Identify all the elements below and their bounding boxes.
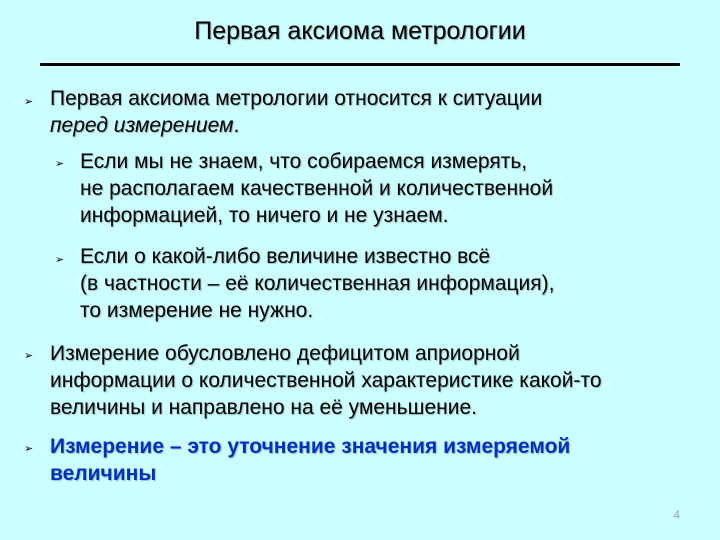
paragraph-5 — [50, 433, 570, 487]
paragraph-1-emphasis: перед измерением — [50, 114, 234, 137]
paragraph-3 — [80, 243, 554, 324]
paragraph-3-line-3: то измерение не нужно. — [80, 299, 314, 322]
bullet-arrow-icon: ➢ — [24, 96, 34, 108]
title-underline — [40, 63, 680, 66]
paragraph-1-line-1: Первая аксиома метрологии относится к ситуации — [50, 87, 543, 110]
paragraph-4-line-2: информации о количественной характеристике какой-то — [50, 369, 602, 392]
bullet-arrow-icon: ➢ — [55, 254, 65, 266]
paragraph-1-tail: . — [233, 114, 240, 137]
paragraph-1 — [50, 85, 542, 139]
paragraph-2-line-3: информацией, то ничего и не узнаем. — [80, 204, 449, 227]
bullet-arrow-icon: ➢ — [55, 158, 65, 170]
paragraph-3-line-2: (в частности – её количественная информация), — [80, 272, 555, 295]
paragraph-4-line-3: величины и направлено на её уменьшение. — [50, 396, 477, 419]
slide-title: Первая аксиома метрологии — [194, 17, 526, 45]
bullet-arrow-icon: ➢ — [24, 443, 34, 455]
paragraph-5-line-1: Измерение – это уточнение значения измеряемой — [50, 435, 571, 458]
paragraph-4 — [50, 340, 602, 421]
page-number: 4 — [673, 508, 680, 522]
paragraph-5-line-2: величины — [50, 462, 157, 485]
paragraph-3-line-1: Если о какой-либо величине известно всё — [80, 245, 491, 268]
paragraph-4-line-1: Измерение обусловлено дефицитом априорной — [50, 342, 520, 365]
paragraph-2-line-2: не располагаем качественной и количественной — [80, 177, 554, 200]
paragraph-2-line-1: Если мы не знаем, что собираемся измерять, — [80, 150, 528, 173]
bullet-arrow-icon: ➢ — [24, 350, 34, 362]
paragraph-2 — [80, 148, 553, 229]
